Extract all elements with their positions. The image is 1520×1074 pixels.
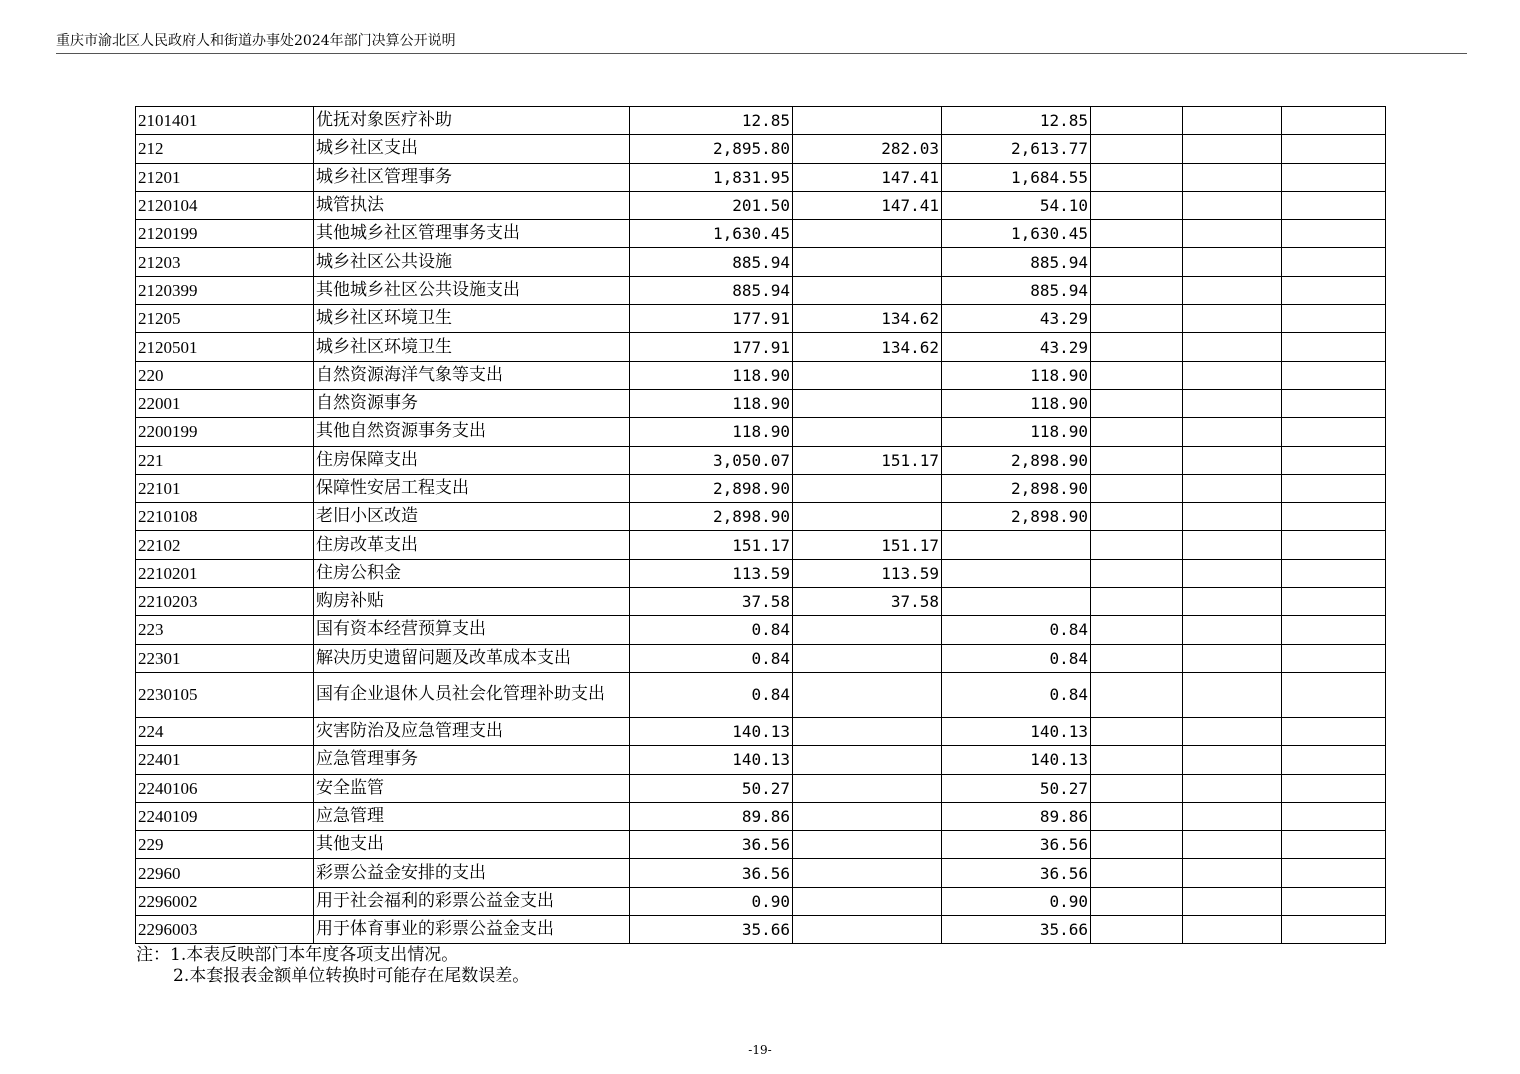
subject-name-cell: 其他支出 bbox=[314, 831, 630, 859]
subject-code-cell: 2210201 bbox=[136, 559, 314, 587]
basic-expenditure-cell bbox=[793, 746, 942, 774]
project-expenditure-cell: 50.27 bbox=[942, 774, 1091, 802]
empty-cell bbox=[1091, 717, 1183, 745]
subject-code-cell: 21205 bbox=[136, 305, 314, 333]
empty-cell bbox=[1183, 746, 1282, 774]
empty-cell bbox=[1183, 774, 1282, 802]
header-divider bbox=[56, 53, 1467, 54]
empty-cell bbox=[1091, 191, 1183, 219]
empty-cell bbox=[1282, 474, 1386, 502]
empty-cell bbox=[1183, 107, 1282, 135]
project-expenditure-cell: 43.29 bbox=[942, 305, 1091, 333]
subject-name-cell: 用于社会福利的彩票公益金支出 bbox=[314, 887, 630, 915]
basic-expenditure-cell bbox=[793, 672, 942, 717]
empty-cell bbox=[1183, 446, 1282, 474]
total-cell: 118.90 bbox=[630, 361, 793, 389]
subject-code-cell: 22960 bbox=[136, 859, 314, 887]
empty-cell bbox=[1282, 418, 1386, 446]
subject-name-cell: 城乡社区公共设施 bbox=[314, 248, 630, 276]
subject-code-cell: 221 bbox=[136, 446, 314, 474]
empty-cell bbox=[1282, 774, 1386, 802]
table-row bbox=[136, 503, 1386, 531]
empty-cell bbox=[1091, 887, 1183, 915]
empty-cell bbox=[1091, 746, 1183, 774]
subject-name-cell: 城乡社区支出 bbox=[314, 135, 630, 163]
empty-cell bbox=[1183, 333, 1282, 361]
basic-expenditure-cell bbox=[793, 389, 942, 417]
total-cell: 2,898.90 bbox=[630, 503, 793, 531]
empty-cell bbox=[1282, 107, 1386, 135]
project-expenditure-cell: 43.29 bbox=[942, 333, 1091, 361]
table-row bbox=[136, 107, 1386, 135]
note-line-2: 2.本套报表金额单位转换时可能存在尾数误差。 bbox=[173, 966, 530, 986]
project-expenditure-cell: 885.94 bbox=[942, 248, 1091, 276]
subject-name-cell: 应急管理 bbox=[314, 802, 630, 830]
empty-cell bbox=[1282, 446, 1386, 474]
table-row bbox=[136, 774, 1386, 802]
table-row bbox=[136, 859, 1386, 887]
subject-name-cell: 应急管理事务 bbox=[314, 746, 630, 774]
subject-name-cell: 国有企业退休人员社会化管理补助支出 bbox=[314, 672, 630, 717]
total-cell: 89.86 bbox=[630, 802, 793, 830]
empty-cell bbox=[1183, 418, 1282, 446]
total-cell: 1,630.45 bbox=[630, 220, 793, 248]
project-expenditure-cell: 1,684.55 bbox=[942, 163, 1091, 191]
total-cell: 2,895.80 bbox=[630, 135, 793, 163]
table-row bbox=[136, 887, 1386, 915]
project-expenditure-cell: 0.84 bbox=[942, 644, 1091, 672]
basic-expenditure-cell bbox=[793, 276, 942, 304]
project-expenditure-cell: 140.13 bbox=[942, 717, 1091, 745]
table-row bbox=[136, 361, 1386, 389]
total-cell: 0.90 bbox=[630, 887, 793, 915]
basic-expenditure-cell: 134.62 bbox=[793, 333, 942, 361]
empty-cell bbox=[1183, 361, 1282, 389]
subject-code-cell: 22001 bbox=[136, 389, 314, 417]
empty-cell bbox=[1183, 616, 1282, 644]
table-row bbox=[136, 672, 1386, 717]
empty-cell bbox=[1282, 588, 1386, 616]
empty-cell bbox=[1091, 276, 1183, 304]
table-row bbox=[136, 305, 1386, 333]
total-cell: 2,898.90 bbox=[630, 474, 793, 502]
empty-cell bbox=[1091, 333, 1183, 361]
subject-name-cell: 城乡社区环境卫生 bbox=[314, 305, 630, 333]
table-row bbox=[136, 831, 1386, 859]
total-cell: 36.56 bbox=[630, 831, 793, 859]
subject-name-cell: 国有资本经营预算支出 bbox=[314, 616, 630, 644]
total-cell: 201.50 bbox=[630, 191, 793, 219]
basic-expenditure-cell: 37.58 bbox=[793, 588, 942, 616]
basic-expenditure-cell bbox=[793, 474, 942, 502]
project-expenditure-cell bbox=[942, 559, 1091, 587]
basic-expenditure-cell bbox=[793, 916, 942, 944]
total-cell: 1,831.95 bbox=[630, 163, 793, 191]
note-line-1: 注：1.本表反映部门本年度各项支出情况。 bbox=[136, 945, 459, 965]
empty-cell bbox=[1282, 361, 1386, 389]
expenditure-table bbox=[135, 106, 1386, 944]
table-row bbox=[136, 446, 1386, 474]
empty-cell bbox=[1183, 276, 1282, 304]
subject-name-cell: 城乡社区管理事务 bbox=[314, 163, 630, 191]
empty-cell bbox=[1282, 916, 1386, 944]
empty-cell bbox=[1091, 446, 1183, 474]
project-expenditure-cell: 2,898.90 bbox=[942, 503, 1091, 531]
table-row bbox=[136, 717, 1386, 745]
basic-expenditure-cell bbox=[793, 717, 942, 745]
project-expenditure-cell: 36.56 bbox=[942, 859, 1091, 887]
empty-cell bbox=[1091, 503, 1183, 531]
empty-cell bbox=[1282, 559, 1386, 587]
total-cell: 0.84 bbox=[630, 672, 793, 717]
total-cell: 36.56 bbox=[630, 859, 793, 887]
total-cell: 151.17 bbox=[630, 531, 793, 559]
empty-cell bbox=[1183, 559, 1282, 587]
subject-code-cell: 2120104 bbox=[136, 191, 314, 219]
document-header-title: 重庆市渝北区人民政府人和街道办事处2024年部门决算公开说明 bbox=[56, 33, 456, 49]
subject-name-cell: 城管执法 bbox=[314, 191, 630, 219]
subject-name-cell: 其他城乡社区公共设施支出 bbox=[314, 276, 630, 304]
total-cell: 37.58 bbox=[630, 588, 793, 616]
basic-expenditure-cell: 147.41 bbox=[793, 191, 942, 219]
subject-name-cell: 彩票公益金安排的支出 bbox=[314, 859, 630, 887]
basic-expenditure-cell bbox=[793, 831, 942, 859]
empty-cell bbox=[1091, 135, 1183, 163]
subject-code-cell: 2120199 bbox=[136, 220, 314, 248]
subject-code-cell: 21201 bbox=[136, 163, 314, 191]
basic-expenditure-cell: 151.17 bbox=[793, 531, 942, 559]
table-row bbox=[136, 588, 1386, 616]
total-cell: 12.85 bbox=[630, 107, 793, 135]
subject-name-cell: 住房改革支出 bbox=[314, 531, 630, 559]
project-expenditure-cell: 118.90 bbox=[942, 361, 1091, 389]
empty-cell bbox=[1091, 588, 1183, 616]
empty-cell bbox=[1282, 616, 1386, 644]
table-row bbox=[136, 220, 1386, 248]
empty-cell bbox=[1091, 672, 1183, 717]
empty-cell bbox=[1282, 276, 1386, 304]
project-expenditure-cell: 54.10 bbox=[942, 191, 1091, 219]
table-row bbox=[136, 531, 1386, 559]
basic-expenditure-cell bbox=[793, 248, 942, 276]
empty-cell bbox=[1282, 887, 1386, 915]
empty-cell bbox=[1183, 503, 1282, 531]
empty-cell bbox=[1183, 305, 1282, 333]
empty-cell bbox=[1091, 774, 1183, 802]
basic-expenditure-cell: 282.03 bbox=[793, 135, 942, 163]
empty-cell bbox=[1091, 474, 1183, 502]
total-cell: 118.90 bbox=[630, 389, 793, 417]
table-row bbox=[136, 389, 1386, 417]
project-expenditure-cell bbox=[942, 588, 1091, 616]
empty-cell bbox=[1282, 389, 1386, 417]
basic-expenditure-cell bbox=[793, 503, 942, 531]
basic-expenditure-cell bbox=[793, 107, 942, 135]
empty-cell bbox=[1091, 559, 1183, 587]
empty-cell bbox=[1282, 802, 1386, 830]
subject-code-cell: 21203 bbox=[136, 248, 314, 276]
empty-cell bbox=[1183, 220, 1282, 248]
subject-code-cell: 223 bbox=[136, 616, 314, 644]
basic-expenditure-cell bbox=[793, 802, 942, 830]
subject-name-cell: 自然资源事务 bbox=[314, 389, 630, 417]
empty-cell bbox=[1282, 717, 1386, 745]
empty-cell bbox=[1183, 831, 1282, 859]
project-expenditure-cell: 0.90 bbox=[942, 887, 1091, 915]
empty-cell bbox=[1183, 859, 1282, 887]
subject-code-cell: 2120399 bbox=[136, 276, 314, 304]
empty-cell bbox=[1091, 859, 1183, 887]
empty-cell bbox=[1282, 644, 1386, 672]
empty-cell bbox=[1282, 859, 1386, 887]
empty-cell bbox=[1282, 135, 1386, 163]
table-row bbox=[136, 802, 1386, 830]
table-row bbox=[136, 916, 1386, 944]
basic-expenditure-cell: 147.41 bbox=[793, 163, 942, 191]
empty-cell bbox=[1091, 418, 1183, 446]
project-expenditure-cell: 2,613.77 bbox=[942, 135, 1091, 163]
total-cell: 140.13 bbox=[630, 717, 793, 745]
total-cell: 35.66 bbox=[630, 916, 793, 944]
subject-name-cell: 保障性安居工程支出 bbox=[314, 474, 630, 502]
subject-name-cell: 老旧小区改造 bbox=[314, 503, 630, 531]
subject-code-cell: 2210203 bbox=[136, 588, 314, 616]
empty-cell bbox=[1183, 644, 1282, 672]
basic-expenditure-cell bbox=[793, 644, 942, 672]
basic-expenditure-cell bbox=[793, 774, 942, 802]
subject-code-cell: 2230105 bbox=[136, 672, 314, 717]
table-row bbox=[136, 616, 1386, 644]
basic-expenditure-cell bbox=[793, 859, 942, 887]
subject-name-cell: 灾害防治及应急管理支出 bbox=[314, 717, 630, 745]
project-expenditure-cell: 2,898.90 bbox=[942, 474, 1091, 502]
project-expenditure-cell: 885.94 bbox=[942, 276, 1091, 304]
empty-cell bbox=[1091, 248, 1183, 276]
subject-code-cell: 224 bbox=[136, 717, 314, 745]
empty-cell bbox=[1091, 107, 1183, 135]
subject-code-cell: 2240109 bbox=[136, 802, 314, 830]
project-expenditure-cell: 118.90 bbox=[942, 418, 1091, 446]
empty-cell bbox=[1183, 163, 1282, 191]
total-cell: 0.84 bbox=[630, 616, 793, 644]
table-row bbox=[136, 276, 1386, 304]
table-row bbox=[136, 248, 1386, 276]
table-row bbox=[136, 474, 1386, 502]
subject-name-cell: 其他城乡社区管理事务支出 bbox=[314, 220, 630, 248]
table-row bbox=[136, 418, 1386, 446]
empty-cell bbox=[1282, 503, 1386, 531]
subject-name-cell: 安全监管 bbox=[314, 774, 630, 802]
total-cell: 50.27 bbox=[630, 774, 793, 802]
empty-cell bbox=[1183, 191, 1282, 219]
total-cell: 118.90 bbox=[630, 418, 793, 446]
total-cell: 885.94 bbox=[630, 276, 793, 304]
empty-cell bbox=[1183, 717, 1282, 745]
total-cell: 177.91 bbox=[630, 305, 793, 333]
subject-code-cell: 2101401 bbox=[136, 107, 314, 135]
subject-code-cell: 2120501 bbox=[136, 333, 314, 361]
table-row bbox=[136, 191, 1386, 219]
empty-cell bbox=[1282, 831, 1386, 859]
empty-cell bbox=[1183, 802, 1282, 830]
page-number: -19- bbox=[748, 1043, 772, 1057]
total-cell: 140.13 bbox=[630, 746, 793, 774]
basic-expenditure-cell bbox=[793, 616, 942, 644]
empty-cell bbox=[1282, 746, 1386, 774]
project-expenditure-cell: 89.86 bbox=[942, 802, 1091, 830]
subject-name-cell: 其他自然资源事务支出 bbox=[314, 418, 630, 446]
basic-expenditure-cell bbox=[793, 887, 942, 915]
empty-cell bbox=[1183, 672, 1282, 717]
basic-expenditure-cell bbox=[793, 220, 942, 248]
empty-cell bbox=[1282, 248, 1386, 276]
table-row bbox=[136, 644, 1386, 672]
subject-code-cell: 22102 bbox=[136, 531, 314, 559]
subject-code-cell: 229 bbox=[136, 831, 314, 859]
empty-cell bbox=[1091, 616, 1183, 644]
table-row bbox=[136, 163, 1386, 191]
empty-cell bbox=[1183, 588, 1282, 616]
basic-expenditure-cell bbox=[793, 361, 942, 389]
empty-cell bbox=[1183, 474, 1282, 502]
project-expenditure-cell: 118.90 bbox=[942, 389, 1091, 417]
subject-code-cell: 2296003 bbox=[136, 916, 314, 944]
empty-cell bbox=[1282, 191, 1386, 219]
total-cell: 0.84 bbox=[630, 644, 793, 672]
empty-cell bbox=[1091, 802, 1183, 830]
subject-code-cell: 212 bbox=[136, 135, 314, 163]
subject-name-cell: 解决历史遗留问题及改革成本支出 bbox=[314, 644, 630, 672]
empty-cell bbox=[1183, 531, 1282, 559]
empty-cell bbox=[1091, 389, 1183, 417]
empty-cell bbox=[1282, 163, 1386, 191]
project-expenditure-cell: 0.84 bbox=[942, 616, 1091, 644]
empty-cell bbox=[1183, 248, 1282, 276]
total-cell: 113.59 bbox=[630, 559, 793, 587]
empty-cell bbox=[1091, 220, 1183, 248]
empty-cell bbox=[1183, 916, 1282, 944]
table-row bbox=[136, 559, 1386, 587]
basic-expenditure-cell: 113.59 bbox=[793, 559, 942, 587]
subject-name-cell: 优抚对象医疗补助 bbox=[314, 107, 630, 135]
basic-expenditure-cell: 134.62 bbox=[793, 305, 942, 333]
empty-cell bbox=[1091, 644, 1183, 672]
empty-cell bbox=[1091, 305, 1183, 333]
project-expenditure-cell: 36.56 bbox=[942, 831, 1091, 859]
empty-cell bbox=[1091, 163, 1183, 191]
project-expenditure-cell: 2,898.90 bbox=[942, 446, 1091, 474]
basic-expenditure-cell bbox=[793, 418, 942, 446]
empty-cell bbox=[1183, 135, 1282, 163]
project-expenditure-cell: 0.84 bbox=[942, 672, 1091, 717]
empty-cell bbox=[1282, 305, 1386, 333]
subject-name-cell: 购房补贴 bbox=[314, 588, 630, 616]
subject-code-cell: 22401 bbox=[136, 746, 314, 774]
project-expenditure-cell bbox=[942, 531, 1091, 559]
empty-cell bbox=[1091, 361, 1183, 389]
project-expenditure-cell: 35.66 bbox=[942, 916, 1091, 944]
table-row bbox=[136, 746, 1386, 774]
empty-cell bbox=[1091, 916, 1183, 944]
subject-code-cell: 2210108 bbox=[136, 503, 314, 531]
basic-expenditure-cell: 151.17 bbox=[793, 446, 942, 474]
subject-code-cell: 2240106 bbox=[136, 774, 314, 802]
subject-code-cell: 220 bbox=[136, 361, 314, 389]
table-row bbox=[136, 333, 1386, 361]
subject-name-cell: 城乡社区环境卫生 bbox=[314, 333, 630, 361]
total-cell: 885.94 bbox=[630, 248, 793, 276]
empty-cell bbox=[1282, 531, 1386, 559]
project-expenditure-cell: 1,630.45 bbox=[942, 220, 1091, 248]
subject-code-cell: 2296002 bbox=[136, 887, 314, 915]
total-cell: 3,050.07 bbox=[630, 446, 793, 474]
subject-name-cell: 用于体育事业的彩票公益金支出 bbox=[314, 916, 630, 944]
table-row bbox=[136, 135, 1386, 163]
subject-name-cell: 自然资源海洋气象等支出 bbox=[314, 361, 630, 389]
subject-name-cell: 住房保障支出 bbox=[314, 446, 630, 474]
empty-cell bbox=[1282, 220, 1386, 248]
table-notes bbox=[136, 945, 529, 987]
subject-name-cell: 住房公积金 bbox=[314, 559, 630, 587]
empty-cell bbox=[1183, 389, 1282, 417]
empty-cell bbox=[1183, 887, 1282, 915]
subject-code-cell: 22301 bbox=[136, 644, 314, 672]
empty-cell bbox=[1091, 831, 1183, 859]
empty-cell bbox=[1282, 672, 1386, 717]
project-expenditure-cell: 12.85 bbox=[942, 107, 1091, 135]
subject-code-cell: 22101 bbox=[136, 474, 314, 502]
project-expenditure-cell: 140.13 bbox=[942, 746, 1091, 774]
subject-code-cell: 2200199 bbox=[136, 418, 314, 446]
total-cell: 177.91 bbox=[630, 333, 793, 361]
empty-cell bbox=[1091, 531, 1183, 559]
empty-cell bbox=[1282, 333, 1386, 361]
table-body bbox=[136, 107, 1386, 944]
